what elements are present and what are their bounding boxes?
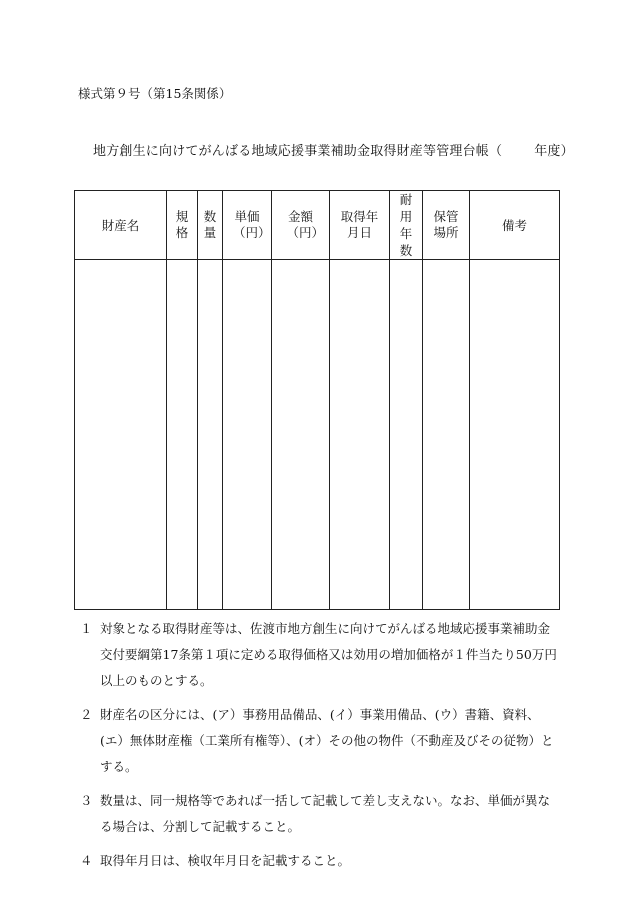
cell-spec: [167, 260, 198, 610]
col-storage-location: 保管場所: [423, 191, 470, 260]
cell-quantity: [198, 260, 223, 610]
document-title: [93, 140, 574, 159]
col-acquisition-date: 取得年月日: [330, 191, 390, 260]
note-number: ３: [80, 793, 93, 808]
cell-unit-price: [223, 260, 272, 610]
title-year: 年度）: [534, 144, 574, 159]
title-text: 地方創生に向けてがんばる地域応援事業補助金取得財産等管理台帳（: [93, 144, 503, 159]
note-number: ２: [80, 707, 93, 722]
note-number: １: [80, 621, 93, 636]
note-item: [80, 788, 558, 840]
note-item: [80, 616, 558, 694]
col-unit-price: 単価（円）: [223, 191, 272, 260]
cell-asset-name: [75, 260, 167, 610]
note-item: [80, 702, 558, 780]
asset-ledger-table: [74, 190, 560, 610]
note-number: ４: [80, 853, 93, 868]
note-text: 数量は、同一規格等であれば一括して記載して差し支えない。なお、単価が異なる場合は、分割して記載すること。: [100, 793, 551, 834]
table-header-row: [75, 191, 560, 260]
col-quantity: 数量: [198, 191, 223, 260]
cell-useful-life: [390, 260, 423, 610]
note-item: [80, 848, 558, 874]
notes-list: [80, 616, 558, 882]
col-remarks: 備考: [470, 191, 560, 260]
col-amount: 金額（円）: [272, 191, 330, 260]
note-text: 対象となる取得財産等は、佐渡市地方創生に向けてがんばる地域応援事業補助金交付要綱第17条第１項に定める取得価格又は効用の増加価格が１件当たり50万円以上のものとする。: [100, 621, 557, 688]
cell-amount: [272, 260, 330, 610]
col-spec: 規格: [167, 191, 198, 260]
cell-acquisition-date: [330, 260, 390, 610]
note-text: 取得年月日は、検収年月日を記載すること。: [100, 853, 351, 868]
table-body-row: [75, 260, 560, 610]
col-asset-name: 財産名: [75, 191, 167, 260]
col-useful-life: 耐用年数: [390, 191, 423, 260]
note-text: 財産名の区分には、(ア）事務用品備品、(イ）事業用備品、(ウ）書籍、資料、(エ）無体財産権（工業所有権等）、(オ）その他の物件（不動産及びその従物）とする。: [100, 707, 554, 774]
form-number: 様式第９号（第15条関係）: [78, 86, 232, 101]
cell-remarks: [470, 260, 560, 610]
cell-storage-location: [423, 260, 470, 610]
